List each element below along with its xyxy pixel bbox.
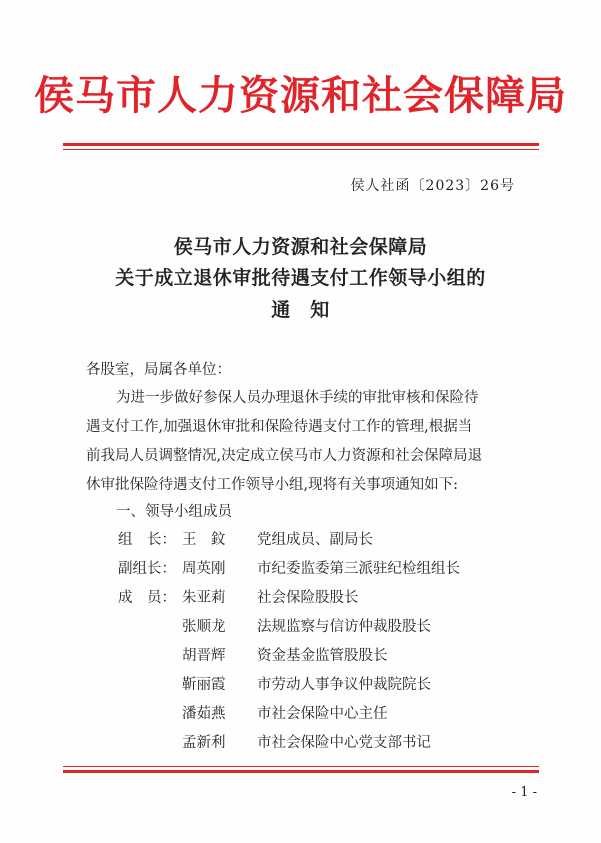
member-role: 副组长： [118, 561, 176, 577]
notice-title-line-1: 侯马市人力资源和社会保障局 [173, 236, 428, 258]
member-title: 市社会保险中心主任 [257, 706, 388, 722]
member-role: 成 员： [118, 590, 176, 606]
member-title: 法规监察与信访仲裁股股长 [257, 619, 431, 635]
member-name: 朱亚莉 [182, 590, 226, 606]
salutation: 各股室，局属各单位： [86, 362, 231, 378]
member-row [118, 557, 460, 578]
member-title: 市劳动人事争议仲裁院院长 [257, 677, 431, 693]
member-name: 王 鈫 [182, 532, 226, 548]
member-name: 孟新利 [182, 735, 226, 751]
paragraph-line: 为进一步做好参保人员办理退休手续的审批审核和保险待 [116, 390, 479, 406]
member-name: 周英刚 [182, 561, 226, 577]
member-row [118, 702, 388, 723]
page-number: - 1 - [511, 785, 537, 800]
notice-title-line-3: 通 知 [271, 299, 330, 321]
footer-divider-thin [63, 766, 539, 767]
member-name: 胡晋辉 [182, 648, 226, 664]
paragraph-line: 休审批保险待遇支付工作领导小组,现将有关事项通知如下: [86, 477, 458, 493]
footer-divider-thick [63, 770, 539, 773]
member-row [118, 528, 373, 549]
member-row [118, 586, 359, 607]
member-title: 市社会保险中心党支部书记 [257, 735, 431, 751]
agency-header-title: 侯马市人力资源和社会保障局 [34, 72, 567, 119]
member-name: 潘茹燕 [182, 706, 226, 722]
member-row [118, 644, 388, 665]
member-title: 社会保险股股长 [257, 590, 359, 606]
header-divider-thick [63, 143, 539, 146]
member-row [118, 731, 431, 752]
member-row [118, 673, 431, 694]
member-role: 组 长： [118, 532, 176, 548]
section-heading: 一、领导小组成员 [116, 504, 232, 520]
document-number: 侯人社函〔2023〕26号 [350, 178, 515, 194]
paragraph-line: 遇支付工作,加强退休审批和保险待遇支付工作的管理,根据当 [86, 419, 473, 435]
member-row [118, 615, 431, 636]
member-title: 市纪委监委第三派驻纪检组组长 [257, 561, 460, 577]
paragraph-line: 前我局人员调整情况,决定成立侯马市人力资源和社会保障局退 [86, 448, 483, 464]
member-title: 党组成员、副局长 [257, 532, 373, 548]
member-name: 靳丽霞 [182, 677, 226, 693]
header-divider-thin [63, 149, 539, 150]
member-name: 张顺龙 [182, 619, 226, 635]
notice-title-line-2: 关于成立退休审批待遇支付工作领导小组的 [115, 267, 486, 289]
member-title: 资金基金监管股股长 [257, 648, 388, 664]
